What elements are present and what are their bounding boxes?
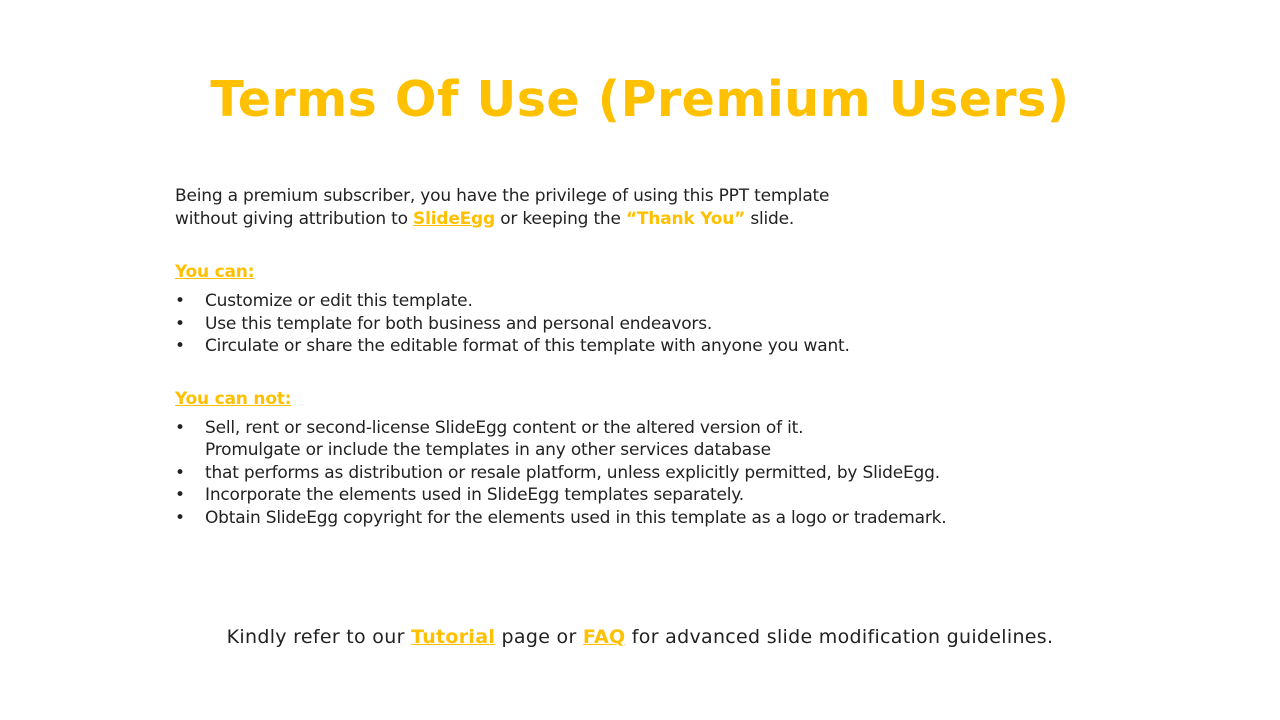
footer-note: [0, 624, 1280, 650]
intro-line-2-pre: without giving attribution to: [175, 209, 414, 229]
terms-content: [175, 185, 1095, 529]
footer-pre: Kindly refer to our: [226, 626, 412, 648]
faq-link[interactable]: FAQ: [582, 626, 626, 648]
list-item: [175, 417, 1095, 440]
tutorial-link[interactable]: Tutorial: [411, 626, 496, 648]
bullet-icon: •: [175, 417, 185, 438]
bullet-icon: •: [175, 313, 185, 334]
footer-post: for advanced slide modification guidelines.: [625, 626, 1054, 648]
list-item: [175, 507, 1095, 530]
bullet-icon: •: [175, 336, 185, 356]
intro-line-2-post: slide.: [745, 209, 795, 229]
bullet-icon: •: [175, 462, 185, 483]
list-item: [175, 484, 1095, 507]
slideegg-link[interactable]: SlideEgg: [413, 209, 495, 229]
list-item: [175, 335, 1095, 358]
list-item-text: Incorporate the elements used in SlideEgg templates separately.: [205, 485, 744, 505]
list-item-text: Use this template for both business and personal endeavors.: [205, 313, 713, 334]
bullet-icon: •: [175, 485, 185, 505]
intro-line-1: Being a premium subscriber, you have the privilege of using this PPT template: [175, 186, 830, 206]
list-item-continuation: Promulgate or include the templates in any other services database: [205, 440, 771, 460]
list-item-text: Customize or edit this template.: [205, 291, 473, 311]
intro-paragraph: [175, 185, 1095, 231]
page-title: Terms Of Use (Premium Users): [210, 71, 1070, 128]
you-can-not-list: [175, 417, 1095, 530]
bullet-icon: •: [175, 291, 185, 311]
footer-mid: page or: [495, 626, 583, 648]
list-item: [175, 462, 1095, 485]
you-can-not-heading: You can not:: [175, 388, 292, 409]
bullet-icon: •: [175, 507, 185, 528]
you-can-list: [175, 290, 1095, 358]
list-item-text: Sell, rent or second-license SlideEgg content or the altered version of it.: [205, 417, 804, 438]
you-can-heading: You can:: [175, 262, 255, 282]
thank-you-highlight: “Thank You”: [625, 209, 746, 229]
list-item-text: Obtain SlideEgg copyright for the elements used in this template as a logo or trademark.: [205, 507, 947, 528]
list-item-text: Circulate or share the editable format of this template with anyone you want.: [205, 336, 850, 356]
intro-line-2-mid: or keeping the: [495, 209, 626, 229]
list-item-text: that performs as distribution or resale platform, unless explicitly permitted, by SlideEgg.: [205, 462, 940, 483]
list-item: [175, 290, 1095, 313]
list-item: [175, 313, 1095, 336]
